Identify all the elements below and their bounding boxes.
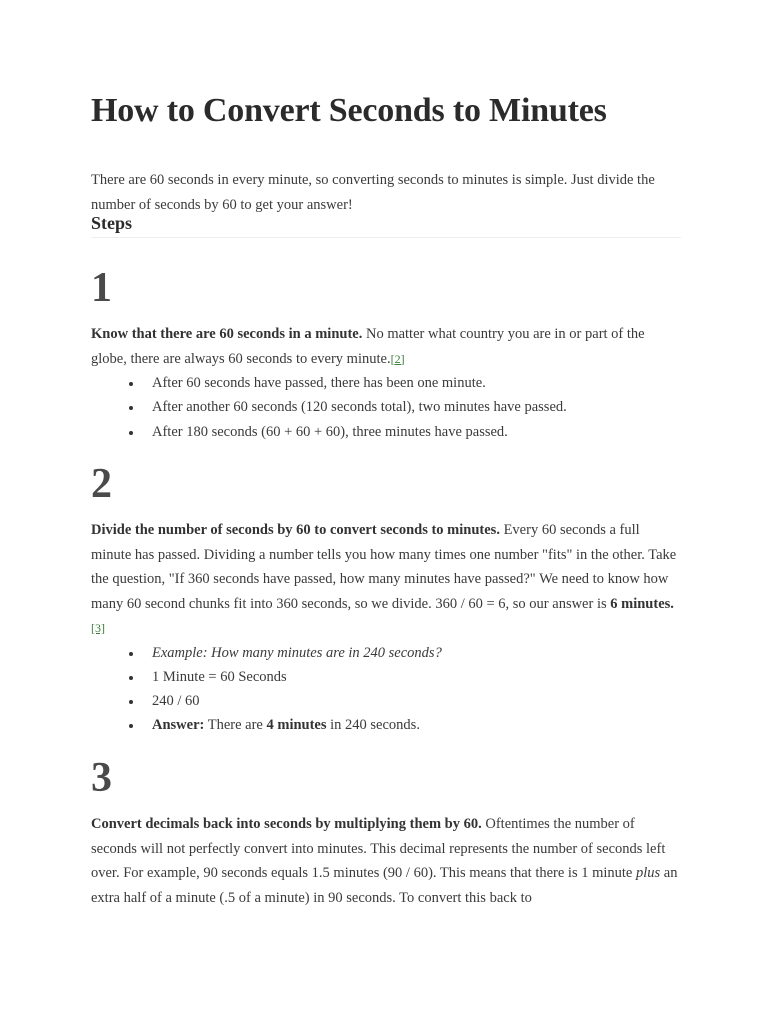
list-item — [91, 641, 681, 665]
step-body: Every 60 seconds a full minute has passed. Dividing a number tells you how many times one number "fits" in the other. Take the question, "If 360 seconds have passed, how many minutes have passed?" We need to know how many 60 second chunks fit into 360 seconds, so we divide. 360 / 60 = 6, so our answer is — [91, 522, 677, 612]
answer-bold: 4 minutes — [266, 717, 327, 734]
answer-label: Answer: — [152, 717, 205, 734]
reference-link[interactable]: [2] — [390, 351, 405, 366]
example-text: Example: How many minutes are in 240 seconds? — [152, 644, 442, 661]
answer-text-end: in 240 seconds. — [326, 717, 420, 734]
list-item — [91, 713, 681, 737]
step-bullets — [91, 371, 681, 444]
list-item: After 60 seconds have passed, there has been one minute. — [91, 371, 681, 395]
step-body-em: plus — [636, 865, 661, 881]
answer-text: There are — [204, 717, 267, 734]
step-2 — [91, 462, 681, 738]
step-lead: Know that there are 60 seconds in a minute. — [91, 326, 363, 342]
page-title: How to Convert Seconds to Minutes — [91, 92, 607, 129]
step-bullets — [91, 641, 681, 738]
step-3 — [91, 756, 681, 910]
list-item: After 180 seconds (60 + 60 + 60), three minutes have passed. — [91, 420, 681, 444]
step-paragraph — [91, 518, 681, 641]
reference-link[interactable]: [3] — [91, 621, 105, 635]
steps-heading: Steps — [91, 213, 681, 238]
step-number: 3 — [91, 755, 112, 801]
step-body: No matter what country you are in or part of the globe, there are always 60 seconds to every minute. — [91, 326, 645, 367]
step-paragraph — [91, 322, 681, 371]
list-item: After another 60 seconds (120 seconds total), two minutes have passed. — [91, 395, 681, 419]
intro-paragraph: There are 60 seconds in every minute, so converting seconds to minutes is simple. Just divide the number of seconds by 60 to get your answer! — [91, 172, 655, 213]
step-number: 1 — [91, 265, 112, 311]
step-body: Oftentimes the number of seconds will not perfectly convert into minutes. This decimal represents the number of seconds left over. For example, 90 seconds equals 1.5 minutes (90 / 60). This means that there is 1 minute — [91, 816, 666, 881]
list-item: 1 Minute = 60 Seconds — [91, 665, 681, 689]
step-lead: Divide the number of seconds by 60 to convert seconds to minutes. — [91, 522, 500, 538]
step-paragraph — [91, 812, 681, 910]
step-body-end: an extra half of a minute (.5 of a minute) in 90 seconds. To convert this back to — [91, 865, 678, 906]
step-body-bold: 6 minutes. — [610, 595, 674, 612]
step-1 — [91, 266, 681, 444]
step-number: 2 — [91, 461, 112, 507]
step-lead: Convert decimals back into seconds by multiplying them by 60. — [91, 816, 482, 832]
list-item: 240 / 60 — [91, 689, 681, 713]
